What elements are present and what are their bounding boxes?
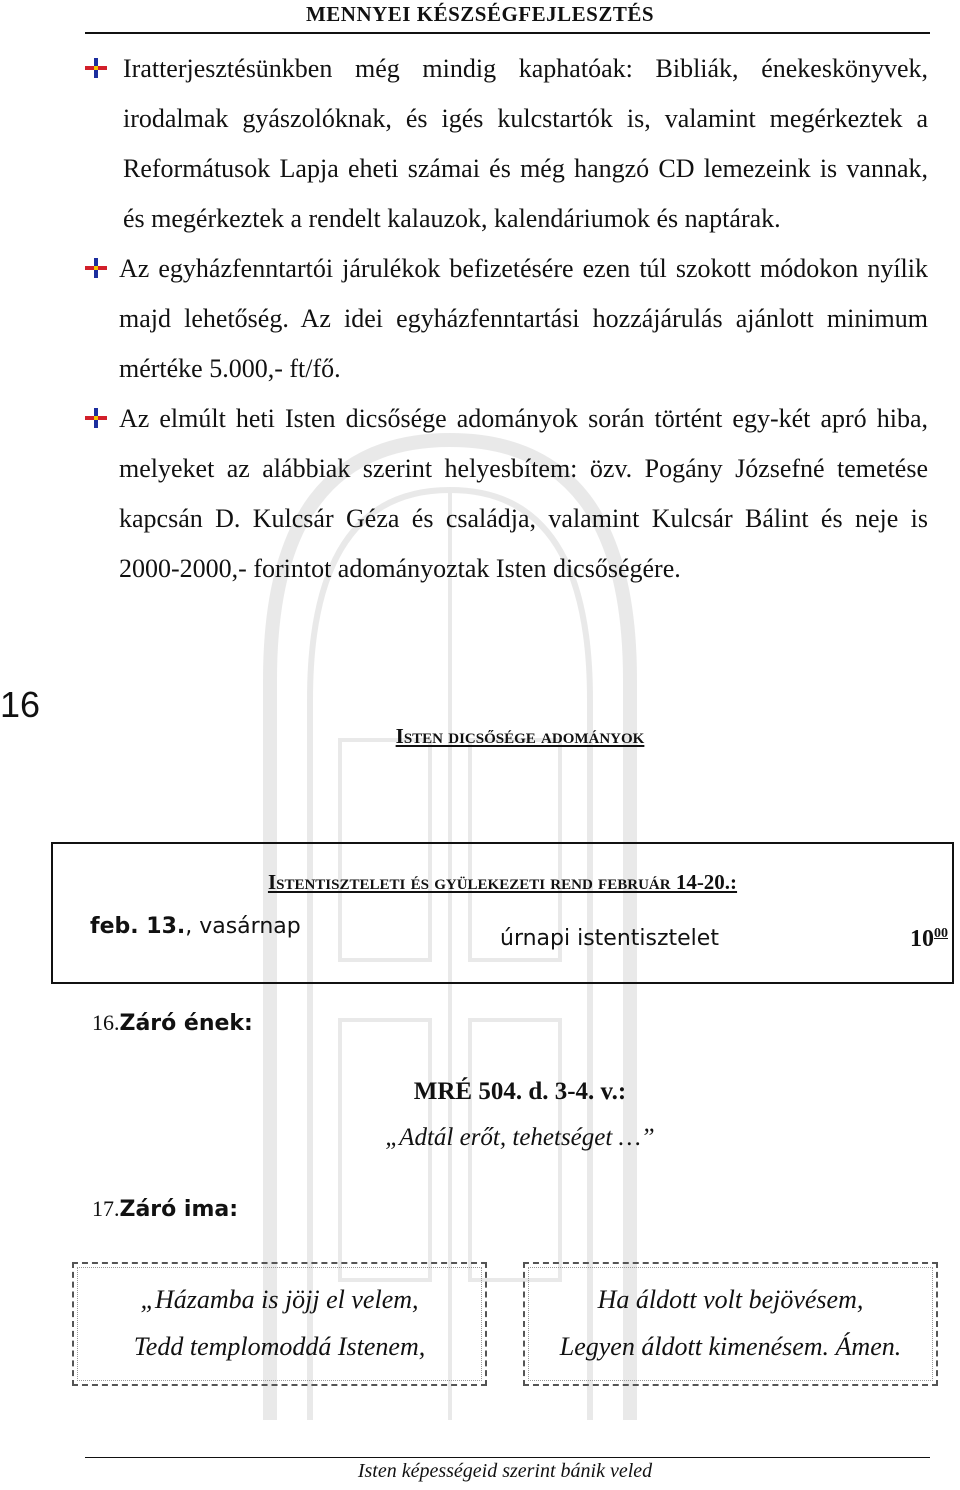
prayer-line: Tedd templomoddá Istenem,	[133, 1332, 426, 1361]
list-bullet-icon	[85, 58, 107, 78]
prayer-box-right	[523, 1262, 938, 1386]
section-title: Isten dicsősége adományok	[395, 724, 645, 748]
list-item: Iratterjesztésünkben még mindig kaphatóak: Bibliák, énekeskönyvek, irodalmak gyászolóknak, és igés kulcstartók is, valamint megérkeztek a Reformátusok Lapja eheti számai és még hangzó CD lemezeink is vannak, és megérkeztek a rendelt kalauzok, kalendáriumok és naptárak.	[85, 44, 928, 244]
footer-text: Isten képességeid szerint bánik veled	[357, 1460, 653, 1482]
page-number: 16	[0, 684, 41, 725]
list-bullet-icon	[85, 408, 107, 428]
header-title: MENNYEI KÉSZSÉGFEJLESZTÉS	[305, 2, 655, 26]
header-rule	[85, 32, 930, 34]
closing-prayer-label: 17.Záró ima:	[92, 1196, 239, 1222]
closing-hymn-label: 16.Záró ének:	[92, 1010, 253, 1036]
schedule-date: feb. 13., vasárnap	[90, 914, 301, 939]
schedule-title: Istentiszteleti és gyülekezeti rend február 14-20.:	[267, 870, 738, 894]
announcement-list	[85, 44, 928, 594]
list-bullet-icon	[85, 258, 107, 278]
schedule-event: úrnapi istentisztelet	[500, 926, 719, 951]
list-item: Az egyházfenntartói járulékok befizetésére ezen túl szokott módokon nyílik majd lehetőség. Az idei egyházfenntartási hozzájárulás ajánlott minimum mértéke 5.000,- ft/fő.	[85, 244, 928, 394]
prayer-box-left	[72, 1262, 487, 1386]
schedule-box	[51, 842, 954, 984]
hymn-reference: MRÉ 504. d. 3-4. v.:	[413, 1078, 627, 1105]
prayer-line: „Házamba is jöjj el velem,	[140, 1285, 419, 1314]
footer-rule	[85, 1457, 930, 1458]
prayer-line: Legyen áldott kimenésem. Ámen.	[559, 1332, 902, 1361]
hymn-quote: „Adtál erőt, tehetséget …”	[385, 1124, 655, 1151]
prayer-line: Ha áldott volt bejövésem,	[597, 1285, 864, 1314]
schedule-time: $10^{00}$	[910, 926, 948, 952]
list-item: Az elmúlt heti Isten dicsősége adományok során történt egy-két apró hiba, melyeket az alábbiak szerint helyesbítem: özv. Pogány Józsefné temetése kapcsán D. Kulcsár Géza és családja, valamint Kulcsár Bálint és neje is 2000-2000,- forintot adományoztak Isten dicsőségére.	[85, 394, 928, 594]
